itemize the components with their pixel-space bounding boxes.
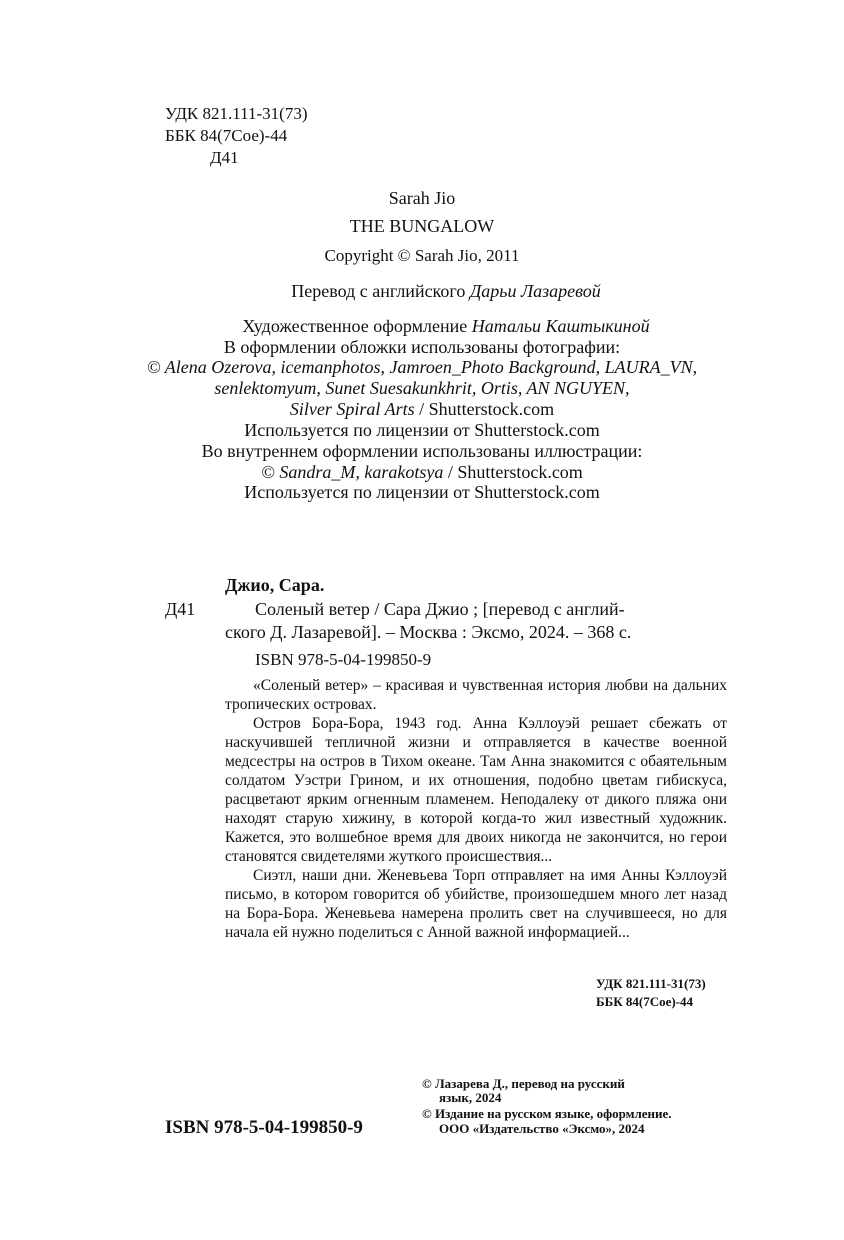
copyright-edition-line1: © Издание на русском языке, оформление. <box>422 1106 672 1121</box>
catalog-heading: Джио, Сара. <box>225 575 325 595</box>
translation-prefix: Перевод с английского <box>291 281 466 301</box>
cover-photos-artist: Silver Spiral Arts <box>289 399 415 419</box>
footer-isbn: ISBN 978-5-04-199850-9 <box>165 1117 363 1138</box>
interior-illustrations-heading: Во внутреннем оформлении использованы иллюстрации: <box>201 441 643 461</box>
catalog-mark: Д41 <box>165 599 196 619</box>
codes-udk: УДК 821.111-31(73) <box>596 976 706 991</box>
cover-photos-heading: В оформлении обложки использованы фотографии: <box>223 337 621 357</box>
copyright-edition-line2: ООО «Издательство «Эксмо», 2024 <box>439 1121 645 1136</box>
annotation <box>225 676 727 942</box>
bbk-code: ББК 84(7Сое)-44 <box>165 126 288 145</box>
cover-photos-line2: senlektomyum, Sunet Suesakunkhrit, Ortis, AN NGUYEN, <box>214 378 630 398</box>
designer-name: Натальи Каштыкиной <box>471 316 650 336</box>
interior-source: / Shutterstock.com <box>443 462 583 482</box>
copyright-translation-line2: язык, 2024 <box>439 1090 502 1105</box>
codes-bbk: ББК 84(7Сое)-44 <box>596 994 694 1009</box>
annotation-paragraph-2: Остров Бора-Бора, 1943 год. Анна Кэллоуэй решает сбежать от наскучившей тепличной жизни и отправляется в качестве военной медсестры на остров в Тихом океане. Там Анна знакомится с обаятельным солдатом Уэстри Грином, и их отношения, подобно цветам гибискуса, расцветают ярким огненным пламенем. Неподалеку от дикого пляжа они находят старую хижину, в которой когда-то жил известный художник. Кажется, это волшебное время для двоих никогда не закончится, но герои становятся свидетелями жуткого происшествия... <box>225 715 727 865</box>
copyright-translation-line1: © Лазарева Д., перевод на русский <box>422 1076 625 1091</box>
translation-credit <box>24 280 844 302</box>
original-copyright: Copyright © Sarah Jio, 2011 <box>324 246 520 265</box>
interior-illustrators: © Sandra_M, karakotsya <box>261 462 444 482</box>
cover-photos-line1: © Alena Ozerova, icemanphotos, Jamroen_Photo Background, LAURA_VN, <box>146 357 698 377</box>
cover-photos-source: / Shutterstock.com <box>414 399 555 419</box>
translator-name: Дарьи Лазаревой <box>469 281 601 301</box>
annotation-paragraph-1: «Соленый ветер» – красивая и чувственная история любви на дальних тропических островах. <box>225 677 727 713</box>
original-title: THE BUNGALOW <box>349 216 495 236</box>
license-2: Используется по лицензии от Shutterstock.com <box>244 482 600 502</box>
interior-illustrations-line <box>0 461 844 483</box>
license-1: Используется по лицензии от Shutterstock.com <box>244 420 600 440</box>
udk-code: УДК 821.111-31(73) <box>165 104 308 123</box>
catalog-line1: Соленый ветер / Сара Джио ; [перевод с англий- <box>255 599 625 619</box>
design-credit <box>24 315 844 337</box>
catalog-isbn: ISBN 978-5-04-199850-9 <box>255 650 432 669</box>
original-author: Sarah Jio <box>388 188 456 208</box>
design-prefix: Художественное оформление <box>242 316 468 336</box>
catalog-line2: ского Д. Лазаревой]. – Москва : Эксмо, 2024. – 368 с. <box>225 622 632 642</box>
annotation-paragraph-3: Сиэтл, наши дни. Женевьева Торп отправляет на имя Анны Кэллоуэй письмо, в котором говорится об убийстве, произошедшем много лет назад на Бора-Бора. Женевьева намерена пролить свет на случившееся, но для начала ей нужно поделиться с Анной важной информацией... <box>225 867 727 941</box>
author-mark: Д41 <box>210 148 239 167</box>
cover-photos-line3 <box>0 398 844 420</box>
